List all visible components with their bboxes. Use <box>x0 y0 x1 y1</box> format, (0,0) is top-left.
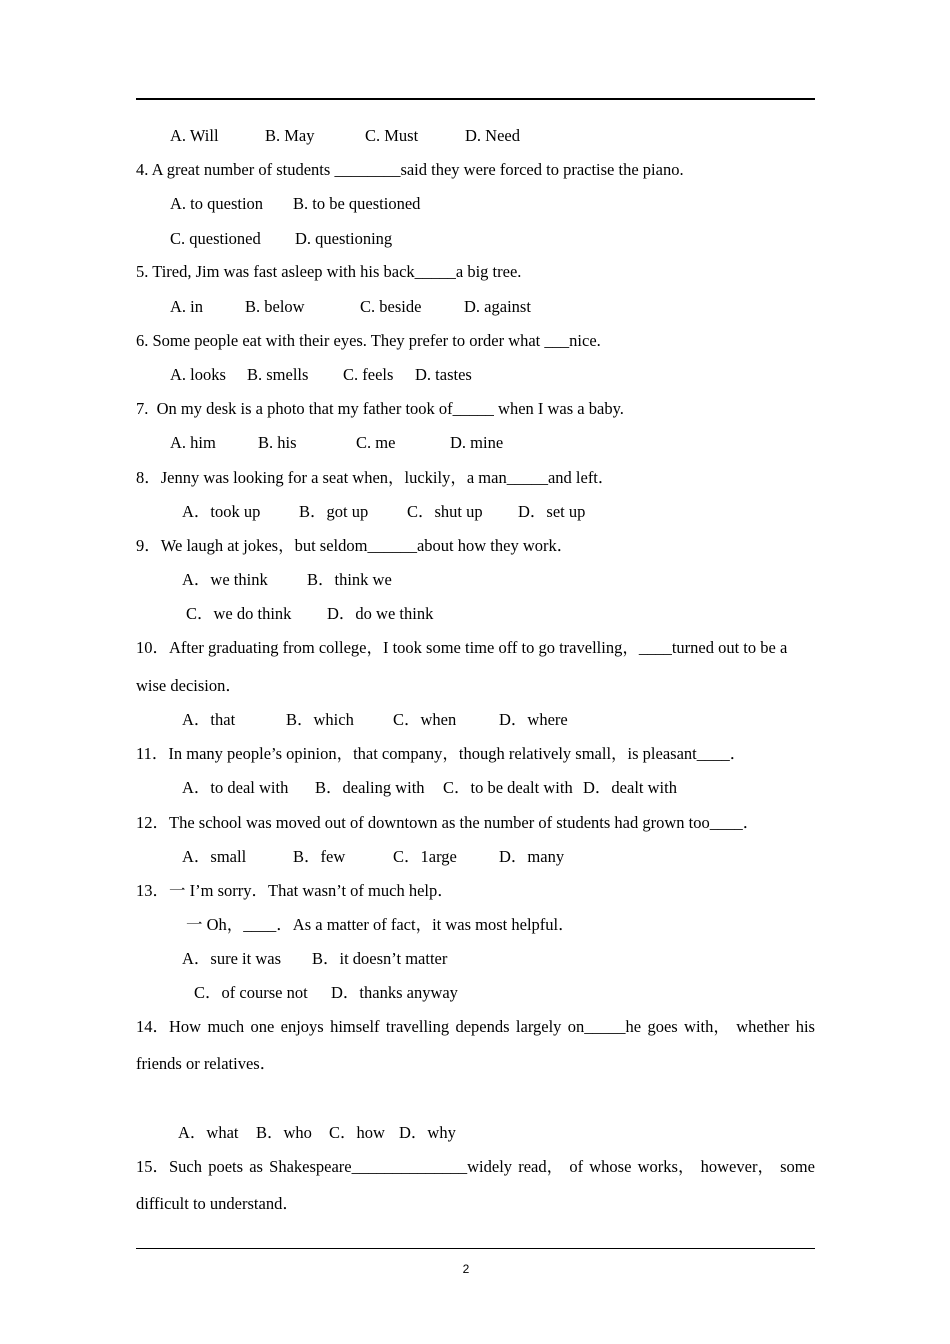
q15-word: whose <box>589 1157 632 1176</box>
q15-stem-line2: difficult to understand． <box>136 1194 299 1213</box>
q7-option-c: C. me <box>356 433 396 452</box>
q9-stem: 9．We laugh at jokes，but seldom______about how they work． <box>136 536 574 555</box>
q6-stem <box>136 331 601 351</box>
q14-option-b: B．who <box>256 1123 312 1142</box>
q8-stem: 8．Jenny was looking for a seat when，luckily，a man_____and left． <box>136 468 615 487</box>
q10-option-a: A．that <box>182 710 236 729</box>
q15-stem-line1 <box>136 1157 815 1177</box>
q4-stem-end: said they were forced to practise the piano. <box>400 160 684 179</box>
q4-stem-start: 4. A great number of students <box>136 160 335 179</box>
q15-word: as <box>249 1157 263 1176</box>
q14-stem-line2: friends or relatives． <box>136 1054 277 1073</box>
q4-option-a: A. to question <box>170 194 264 213</box>
q4-stem <box>136 160 684 180</box>
q12-option-c: C．1arge <box>393 847 457 866</box>
q13-blank: ____ <box>243 915 277 934</box>
q10-stem-line2: wise decision． <box>136 676 242 695</box>
q14-word: 14．How <box>136 1017 202 1036</box>
q13-line2 <box>186 915 575 935</box>
q5-option-a: A. in <box>170 297 203 316</box>
q4-option-b: B. to be questioned <box>293 194 421 213</box>
q14-word: depends <box>455 1017 510 1036</box>
q15-word: Shakespeare______________widely <box>269 1157 513 1176</box>
q14-word: travelling <box>385 1017 450 1036</box>
q14-word: much <box>207 1017 245 1036</box>
q3-option-c: C. Must <box>365 126 419 145</box>
q15-word: poets <box>208 1157 244 1176</box>
q13-option-d: D．thanks anyway <box>331 983 458 1002</box>
q6-blank: ___ <box>544 331 570 350</box>
q4-option-c: C. questioned <box>170 229 261 248</box>
q11-stem: 11．In many people’s opinion，that company，though relatively small，is pleasant____． <box>136 744 747 763</box>
q14-word: whether <box>736 1017 790 1036</box>
q12-option-a: A．small <box>182 847 247 866</box>
q8-option-b: B．got up <box>299 502 369 521</box>
q14-word: one <box>250 1017 275 1036</box>
q12-option-d: D．many <box>499 847 565 866</box>
q7-option-a: A. him <box>170 433 216 452</box>
q13-line2-end: ．As a matter of fact，it was most helpful． <box>276 915 575 934</box>
q14-option-d: D．why <box>399 1123 456 1142</box>
q14-word: largely <box>515 1017 562 1036</box>
q15-word: read， <box>518 1157 564 1176</box>
q6-option-d: D. tastes <box>415 365 472 384</box>
q6-option-a: A. looks <box>170 365 226 384</box>
q5-stem: 5. Tired, Jim was fast asleep with his back_____a big tree. <box>136 262 522 281</box>
q14-option-a: A．what <box>178 1123 239 1142</box>
q8-option-d: D．set up <box>518 502 586 521</box>
q6-option-c: C. feels <box>343 365 394 384</box>
q5-option-d: D. against <box>464 297 531 316</box>
q11-option-b: B．dealing with <box>315 778 425 797</box>
q11-option-a: A．to deal with <box>182 778 289 797</box>
q5-option-c: C. beside <box>360 297 422 316</box>
q15-word: however， <box>700 1157 774 1176</box>
q12-stem: 12．The school was moved out of downtown as the number of students had grown too____． <box>136 813 760 832</box>
q15-word: 15．Such <box>136 1157 202 1176</box>
q15-word: some <box>780 1157 815 1176</box>
q4-option-d: D. questioning <box>295 229 393 248</box>
q14-word: his <box>795 1017 815 1036</box>
q14-word: enjoys <box>280 1017 324 1036</box>
q3-option-a: A. Will <box>170 126 219 145</box>
q11-option-d: D．dealt with <box>583 778 677 797</box>
q13-line2-start: 一 Oh， <box>186 915 244 934</box>
q6-option-b: B. smells <box>247 365 309 384</box>
q14-word: on_____he <box>567 1017 642 1036</box>
footer-rule <box>136 1248 815 1249</box>
q14-word: goes <box>647 1017 678 1036</box>
q15-word: of <box>569 1157 584 1176</box>
q9-option-d: D．do we think <box>327 604 434 623</box>
q3-option-d: D. Need <box>465 126 520 145</box>
q10-option-d: D．where <box>499 710 568 729</box>
q7-stem: 7. On my desk is a photo that my father took of_____ when I was a baby. <box>136 399 624 418</box>
q3-option-b: B. May <box>265 126 315 145</box>
header-rule <box>136 98 815 100</box>
q14-stem-line1 <box>136 1017 815 1037</box>
q9-option-a: A．we think <box>182 570 268 589</box>
q10-option-c: C．when <box>393 710 457 729</box>
q12-option-b: B．few <box>293 847 346 866</box>
q8-option-a: A．took up <box>182 502 261 521</box>
q6-stem-end: nice. <box>569 331 601 350</box>
q4-blank: ________ <box>334 160 401 179</box>
q11-option-c: C．to be dealt with <box>443 778 573 797</box>
q15-word: works， <box>637 1157 695 1176</box>
q7-option-d: D. mine <box>450 433 504 452</box>
q9-option-c: C．we do think <box>186 604 292 623</box>
q10-option-b: B．which <box>286 710 354 729</box>
q14-word: with， <box>684 1017 730 1036</box>
q13-option-b: B．it doesn’t matter <box>312 949 448 968</box>
q8-option-c: C．shut up <box>407 502 483 521</box>
page-number: 2 <box>462 1262 470 1276</box>
q5-option-b: B. below <box>245 297 305 316</box>
q6-stem-start: 6. Some people eat with their eyes. They prefer to order what <box>136 331 545 350</box>
q9-option-b: B．think we <box>307 570 392 589</box>
q13-option-a: A．sure it was <box>182 949 281 968</box>
q14-word: himself <box>330 1017 380 1036</box>
q14-option-c: C．how <box>329 1123 385 1142</box>
q10-stem-line1: 10．After graduating from college，I took some time off to go travelling，____turned out to be a <box>136 638 788 657</box>
q7-option-b: B. his <box>258 433 297 452</box>
q13-option-c: C．of course not <box>194 983 308 1002</box>
q13-line1: 13．一 I’m sorry．That wasn’t of much help． <box>136 881 454 900</box>
